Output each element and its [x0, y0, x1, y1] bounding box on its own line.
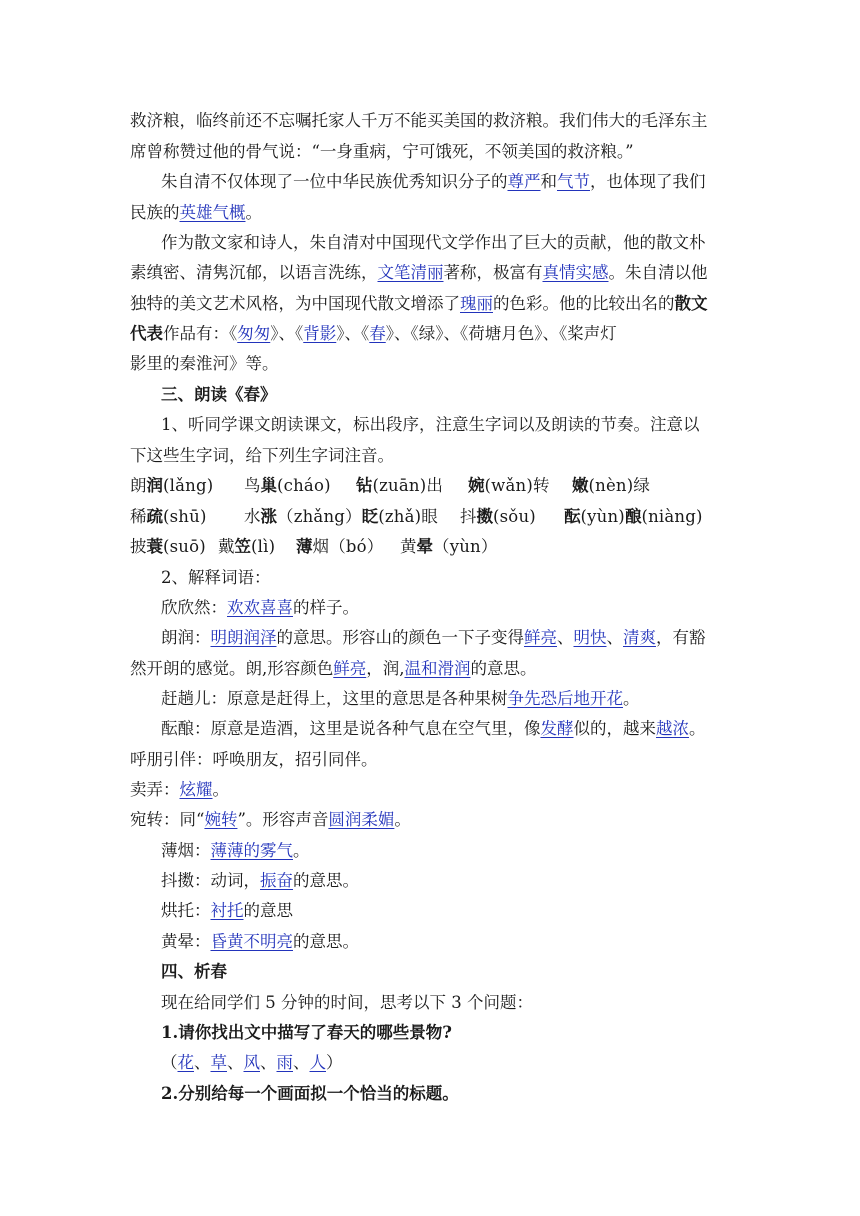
subheading: 2、解释词语： — [161, 568, 271, 587]
section-heading: 四、析春 — [161, 962, 227, 981]
hyperlink[interactable]: 花 — [177, 1053, 194, 1072]
hyperlink[interactable]: 匆匆 — [237, 324, 271, 343]
definition-line: 呼朋引伴：呼唤朋友，招引同伴。 — [130, 750, 378, 769]
question: 1.请你找出文中描写了春天的哪些景物? — [161, 1023, 452, 1042]
vocab-item: 鸟巢(cháo) — [244, 476, 331, 495]
hyperlink[interactable]: 争先恐后地开花 — [507, 689, 623, 708]
vocab-item: 酝(yùn)酿(niàng) — [564, 507, 703, 526]
vocab-item: 披蓑(suō) — [130, 537, 206, 556]
hyperlink[interactable]: 春 — [369, 324, 386, 343]
hyperlink[interactable]: 真情实感 — [542, 263, 609, 282]
paragraph-line: 救济粮，临终前还不忘嘱托家人千万不能买美国的救济粮。我们伟大的毛泽东主 — [130, 111, 708, 130]
hyperlink[interactable]: 振奋 — [260, 871, 293, 890]
definition-line: 朗润：明朗润泽的意思。形容山的颜色一下子变得鲜亮、明快、清爽，有豁 — [161, 628, 706, 647]
hyperlink[interactable]: 鲜亮 — [333, 659, 367, 678]
definition-line: 酝酿：原意是造酒，这里是说各种气息在空气里，像发酵似的，越来越浓。 — [161, 719, 706, 738]
hyperlink[interactable]: 婉转 — [204, 810, 238, 829]
hyperlink[interactable]: 风 — [243, 1053, 260, 1072]
paragraph-line: 民族的英雄气概。 — [130, 203, 262, 222]
hyperlink[interactable]: 薄薄的雾气 — [210, 841, 293, 860]
paragraph-line: 1、听同学课文朗读课文，标出段序，注意生字词以及朗读的节奏。注意以 — [161, 415, 700, 434]
definition-line: 薄烟：薄薄的雾气。 — [161, 841, 310, 860]
vocab-item: 嫩(nèn)绿 — [572, 476, 651, 495]
paragraph-line: 素缜密、清隽沉郁，以语言洗练，文笔清丽著称，极富有真情实感。朱自清以他 — [130, 263, 708, 282]
definition-line: 欣欣然：欢欢喜喜的样子。 — [161, 598, 359, 617]
hyperlink[interactable]: 瑰丽 — [460, 294, 493, 313]
paragraph-line: 朱自清不仅体现了一位中华民族优秀知识分子的尊严和气节，也体现了我们 — [161, 172, 706, 191]
answer-line: （花、草、风、雨、人） — [161, 1053, 343, 1072]
hyperlink[interactable]: 清爽 — [623, 628, 656, 647]
hyperlink[interactable]: 背影 — [303, 324, 337, 343]
hyperlink[interactable]: 发酵 — [540, 719, 574, 738]
definition-line: 赶趟儿：原意是赶得上，这里的意思是各种果树争先恐后地开花。 — [161, 689, 640, 708]
hyperlink[interactable]: 鲜亮 — [524, 628, 557, 647]
vocab-item: 水涨（zhǎng）眨(zhǎ)眼 — [244, 507, 438, 526]
hyperlink[interactable]: 气节 — [557, 172, 590, 191]
hyperlink[interactable]: 文笔清丽 — [377, 263, 444, 282]
paragraph-line: 代表作品有：《匆匆》、《背影》、《春》、《绿》、《荷塘月色》、《桨声灯 — [130, 324, 617, 343]
definition-line: 烘托：衬托的意思 — [161, 901, 293, 920]
definition-line: 抖擞：动词，振奋的意思。 — [161, 871, 359, 890]
hyperlink[interactable]: 英雄气概 — [179, 203, 246, 222]
vocab-item: 黄晕（yùn） — [400, 537, 498, 556]
section-heading: 三、朗读《春》 — [161, 385, 277, 404]
hyperlink[interactable]: 欢欢喜喜 — [227, 598, 293, 617]
vocab-item: 抖擞(sǒu) — [460, 507, 536, 526]
vocab-item: 婉(wǎn)转 — [468, 476, 550, 495]
hyperlink[interactable]: 草 — [210, 1053, 227, 1072]
paragraph-line: 下这些生字词，给下列生字词注音。 — [130, 446, 394, 465]
vocab-item: 稀疏(shū) — [130, 507, 207, 526]
paragraph-line: 作为散文家和诗人，朱自清对中国现代文学作出了巨大的贡献，他的散文朴 — [161, 233, 706, 252]
vocab-item: 薄烟（bó） — [296, 537, 384, 556]
hyperlink[interactable]: 雨 — [276, 1053, 293, 1072]
vocab-item: 戴笠(lì) — [218, 537, 276, 556]
hyperlink[interactable]: 炫耀 — [179, 780, 213, 799]
hyperlink[interactable]: 温和滑润 — [404, 659, 471, 678]
hyperlink[interactable]: 衬托 — [210, 901, 244, 920]
vocab-item: 钻(zuān)出 — [356, 476, 444, 495]
paragraph-line: 现在给同学们 5 分钟的时间，思考以下 3 个问题： — [161, 993, 533, 1012]
paragraph-line: 影里的秦淮河》等。 — [130, 354, 279, 373]
definition-line: 宛转：同“婉转”。形容声音圆润柔媚。 — [130, 810, 411, 829]
question: 2.分别给每一个画面拟一个恰当的标题。 — [161, 1084, 459, 1103]
hyperlink[interactable]: 尊严 — [507, 172, 541, 191]
hyperlink[interactable]: 越浓 — [656, 719, 689, 738]
hyperlink[interactable]: 昏黄不明亮 — [210, 932, 293, 951]
definition-line: 黄晕：昏黄不明亮的意思。 — [161, 932, 359, 951]
hyperlink[interactable]: 圆润柔媚 — [328, 810, 395, 829]
vocab-item: 朗润(lǎng) — [130, 476, 214, 495]
hyperlink[interactable]: 明朗润泽 — [210, 628, 277, 647]
paragraph-line: 席曾称赞过他的骨气说：“一身重病，宁可饿死，不领美国的救济粮。” — [130, 142, 634, 161]
paragraph-line: 独特的美文艺术风格，为中国现代散文增添了瑰丽的色彩。他的比较出名的散文 — [130, 294, 708, 313]
definition-line: 然开朗的感觉。朗,形容颜色鲜亮，润,温和滑润的意思。 — [130, 659, 537, 678]
hyperlink[interactable]: 人 — [309, 1053, 326, 1072]
hyperlink[interactable]: 明快 — [573, 628, 607, 647]
definition-line: 卖弄：炫耀。 — [130, 780, 229, 799]
